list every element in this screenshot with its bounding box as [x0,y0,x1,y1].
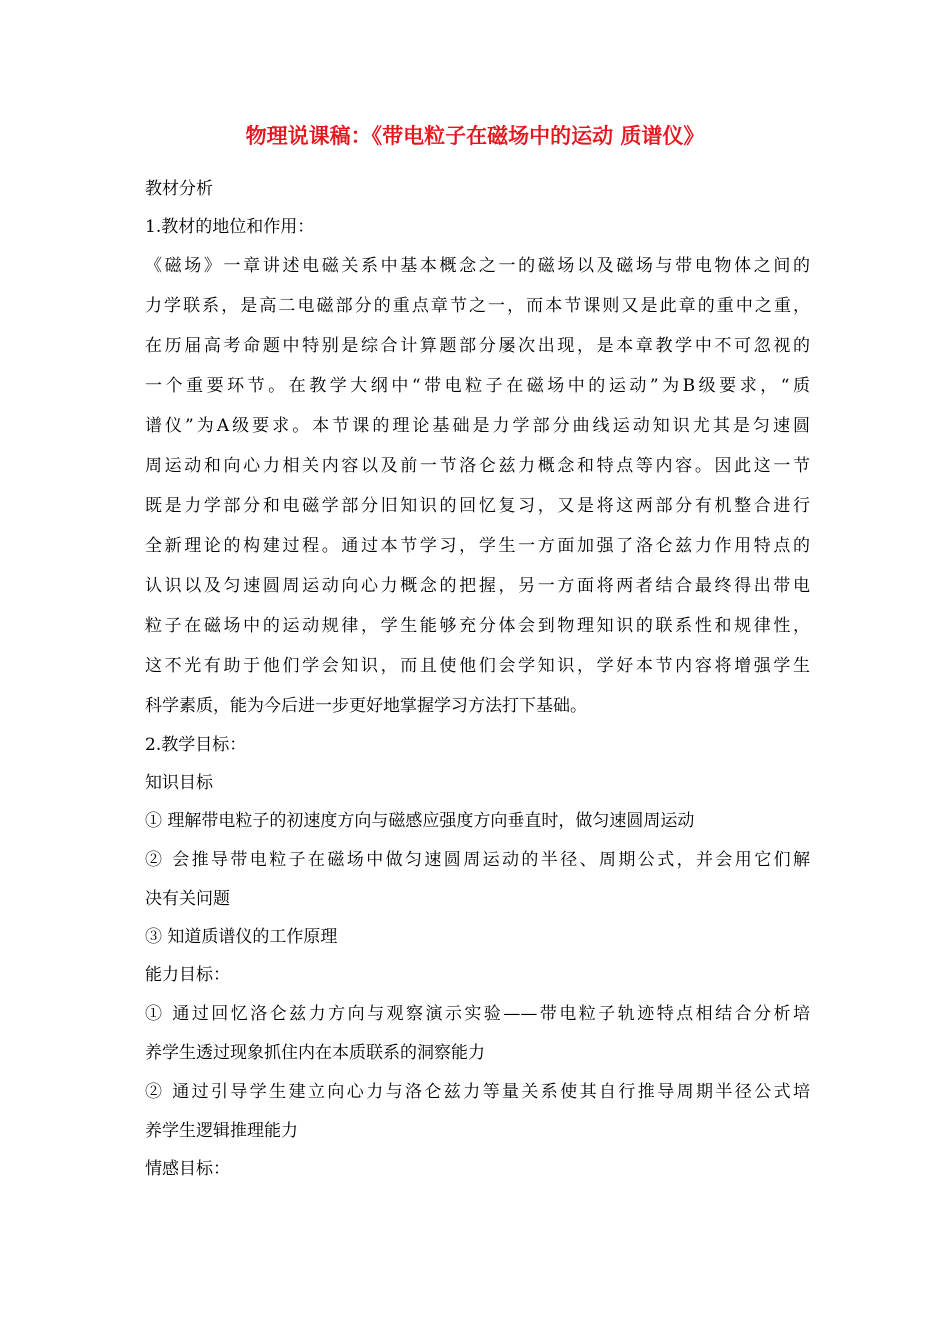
text-line: 《磁场》一章讲述电磁关系中基本概念之一的磁场以及磁场与带电物体之间的 [145,256,810,276]
text-line: 在历届高考命题中特别是综合计算题部分屡次出现，是本章教学中不可忽视的 [145,336,810,356]
text-line: ① 理解带电粒子的初速度方向与磁感应强度方向垂直时，做匀速圆周运动 [145,811,695,831]
text-line: 2.教学目标： [145,735,247,755]
text-line: 科学素质，能为今后进一步更好地掌握学习方法打下基础。 [145,696,587,716]
text-line: 决有关问题 [145,889,230,909]
document-body [145,170,810,1188]
text-line: 知识目标 [145,773,213,793]
text-line: ② 通过引导学生建立向心力与洛仑兹力等量关系使其自行推导周期半径公式培 [145,1082,810,1102]
text-line: 既是力学部分和电磁学部分旧知识的回忆复习，又是将这两部分有机整合进行 [145,496,810,516]
text-line: 一个重要环节。在教学大纲中“带电粒子在磁场中的运动”为B级要求，“质 [145,376,810,396]
text-line: 粒子在磁场中的运动规律，学生能够充分体会到物理知识的联系性和规律性， [145,616,810,636]
document-title: 物理说课稿：《带电粒子在磁场中的运动 质谱仪》 [245,123,705,148]
text-line: 能力目标： [145,965,230,985]
text-line: 养学生逻辑推理能力 [145,1121,298,1141]
text-line: ② 会推导带电粒子在磁场中做匀速圆周运动的半径、周期公式，并会用它们解 [145,850,810,870]
text-line: 教材分析 [145,179,213,199]
text-line: 这不光有助于他们学会知识，而且使他们会学知识，学好本节内容将增强学生 [145,656,810,676]
text-line: 认识以及匀速圆周运动向心力概念的把握，另一方面将两者结合最终得出带电 [145,576,810,596]
text-line: 养学生透过现象抓住内在本质联系的洞察能力 [145,1043,485,1063]
text-line: 力学联系，是高二电磁部分的重点章节之一，而本节课则又是此章的重中之重， [145,296,810,316]
text-line: ① 通过回忆洛仑兹力方向与观察演示实验——带电粒子轨迹特点相结合分析培 [145,1004,810,1024]
text-line: ③ 知道质谱仪的工作原理 [145,927,338,947]
text-line: 谱仪”为A级要求。本节课的理论基础是力学部分曲线运动知识尤其是匀速圆 [145,416,810,436]
text-line: 全新理论的构建过程。通过本节学习，学生一方面加强了洛仑兹力作用特点的 [145,536,810,556]
text-line: 周运动和向心力相关内容以及前一节洛仑兹力概念和特点等内容。因此这一节 [145,456,810,476]
text-line: 1.教材的地位和作用： [145,217,315,237]
text-line: 情感目标： [145,1159,230,1179]
